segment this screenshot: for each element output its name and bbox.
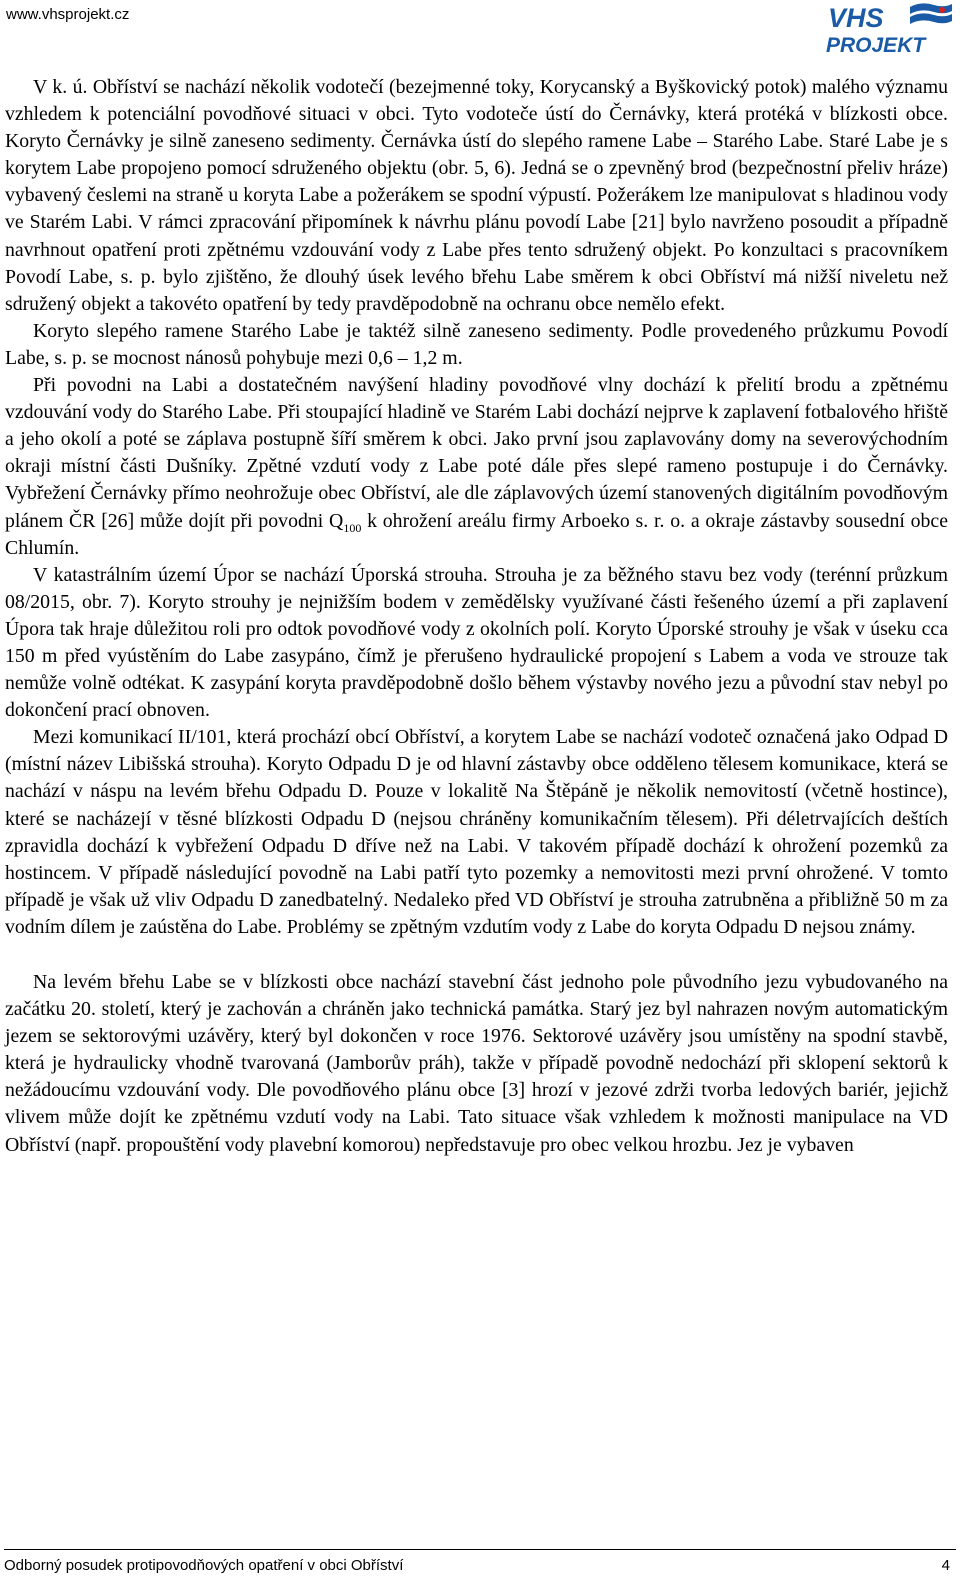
logo-wave-icon xyxy=(910,3,952,24)
vhs-projekt-logo xyxy=(826,1,956,56)
site-url[interactable]: www.vhsprojekt.cz xyxy=(6,6,130,23)
logo-graphic xyxy=(826,1,956,56)
logo-top-text: VHS xyxy=(828,3,884,33)
paragraph-odpad-d: Mezi komunikací II/101, která prochází obcí Obříství, a korytem Labe se nachází vodoteč označená jako Odpad D (místní název Libišská strouha). Koryto Odpadu D je od hlavní zástavby obce odděleno tělesem komunikace, která se nachází v náspu na levém břehu Odpadu D. Pouze v lokalitě Na Štěpáně je několik nemovitostí (včetně hostince), které se nacházejí v těsné blízkosti Odpadu D (nejsou chráněny komunikačním tělesem). Při déletrvajících deštích zpravidla dochází k vybřežení Odpadu D dříve než na Labi. V takovém případě dochází k ohrožení pozemků za hostincem. V případě následující povodně na Labi patří tyto pozemky a nemovitosti mezi první ohrožené. V tomto případě je však už vliv Odpadu D zanedbatelný. Nedaleko před VD Obříství je strouha zatrubněna a přibližně 50 m za vodním dílem je zaústěna do Labe. Problémy se zpětným vzdutím vody z Labe do koryta Odpadu D nejsou známy. xyxy=(5,726,948,938)
q100-subscript: 100 xyxy=(343,520,362,535)
paragraph-flood-backwater xyxy=(5,372,948,562)
document-body xyxy=(5,74,948,1159)
paragraph-old-weir: Na levém břehu Labe se v blízkosti obce nachází stavební část jednoho pole původního jezu vybudovaného na začátku 20. století, který je zachován a chráněn jako technická památka. Starý jez byl nahrazen novým automatickým jezem se sektorovými uzávěry, který byl dokončen v roce 1976. Sektorové uzávěry jsou umístěny na spodní stavbě, která je hydraulicky vhodně tvarovaná (Jamborův práh), takže v případě povodně nedochází při sklopení sektorů k nežádoucímu vzdouvání vody. Dle povodňového plánu obce [3] hrozí v jezové zdrži tvorba ledových bariér, jejichž vlivem může dojít ke zpětnému vzdutí vody na Labi. Tato situace však vzhledem k možnosti manipulace na VD Obříství (např. propouštění vody plavební komorou) nepředstavuje pro obec velkou hrozbu. Jez je vybaven xyxy=(5,971,948,1156)
footer-document-title: Odborný posudek protipovodňových opatření v obci Obříství xyxy=(4,1557,404,1574)
paragraph-uporska-strouha: V katastrálním území Úpor se nachází Úporská strouha. Strouha je za běžného stavu bez vody (terénní průzkum 08/2015, obr. 7). Koryto strouhy je nejnižším bodem v zemědělsky využívané části řešeného území a při zaplavení Úpora tak hraje důležitou roli pro odtok povodňové vody z okolních polí. Koryto Úporské strouhy je však v úseku cca 150 m před vyústěním do Labe zasypáno, čímž je přerušeno hydraulické propojení s Labem a voda ve strouze tak nemůže volně odtékat. K zasypání koryta pravděpodobně došlo během výstavby nového jezu a původní stav nebyl po dokončení prací obnoven. xyxy=(5,563,948,722)
footer-page-number: 4 xyxy=(941,1557,950,1574)
logo-bottom-text: PROJEKT xyxy=(826,34,926,56)
footer-divider xyxy=(4,1549,956,1550)
paragraph-stare-labe-sediments: Koryto slepého ramene Starého Labe je taktéž silně zaneseno sedimenty. Podle provedeného průzkumu Povodí Labe, s. p. se mocnost nánosů pohybuje mezi 0,6 – 1,2 m. xyxy=(5,319,948,369)
paragraph-obristi-watercourses: V k. ú. Obříství se nachází několik vodotečí (bezejmenné toky, Korycanský a Byškovický potok) malého významu vzhledem k potenciální povodňové situaci v obci. Tyto vodoteče ústí do Černávky, která protéká v blízkosti obce. Koryto Černávky je silně zaneseno sedimenty. Černávka ústí do slepého ramene Labe – Starého Labe. Staré Labe je s korytem Labe propojeno pomocí sdruženého objektu (obr. 5, 6). Jedná se o zpevněný brod (bezpečnostní přeliv hráze) vybavený česlemi na straně u koryta Labe a požerákem se spodní výpustí. Požerákem lze manipulovat s hladinou vody ve Starém Labi. V rámci zpracování připomínek k návrhu plánu povodí Labe [21] bylo navrženo posoudit a případně navrhnout opatření proti zpětnému vzdouvání vody z Labe přes tento sdružený objekt. Po konzultaci s pracovníkem Povodí Labe, s. p. bylo zjištěno, že dlouhý úsek levého břehu Labe směrem k obci Obříství má nižší niveletu než sdružený objekt a takovéto opatření by tedy pravděpodobně na ochranu obce nemělo efekt. xyxy=(5,76,948,315)
paragraph-flood-text-end: k ohrožení areálu firmy Arboeko s. r. o. a okraje zástavby sousední obce Chlumín. xyxy=(5,509,948,559)
paragraph-flood-text: Při povodni na Labi a dostatečném navýšení hladiny povodňové vlny dochází k přelití brodu a zpětnému vzdouvání vody do Starého Labe. Při stoupající hladině ve Starém Labi dochází nejprve k zaplavení fotbalového hřiště a jeho okolí a poté se záplava postupně šíří směrem k obci. Jako první jsou zaplavovány domy na severovýchodním okraji místní části Dušníky. Zpětné vzdutí vody z Labe poté dále přes slepé rameno postupuje i do Černávky. Vybřežení Černávky přímo neohrožuje obec Obříství, ale dle záplavových území stanovených digitálním povodňovým plánem ČR [26] může dojít při povodni Q xyxy=(5,374,948,532)
